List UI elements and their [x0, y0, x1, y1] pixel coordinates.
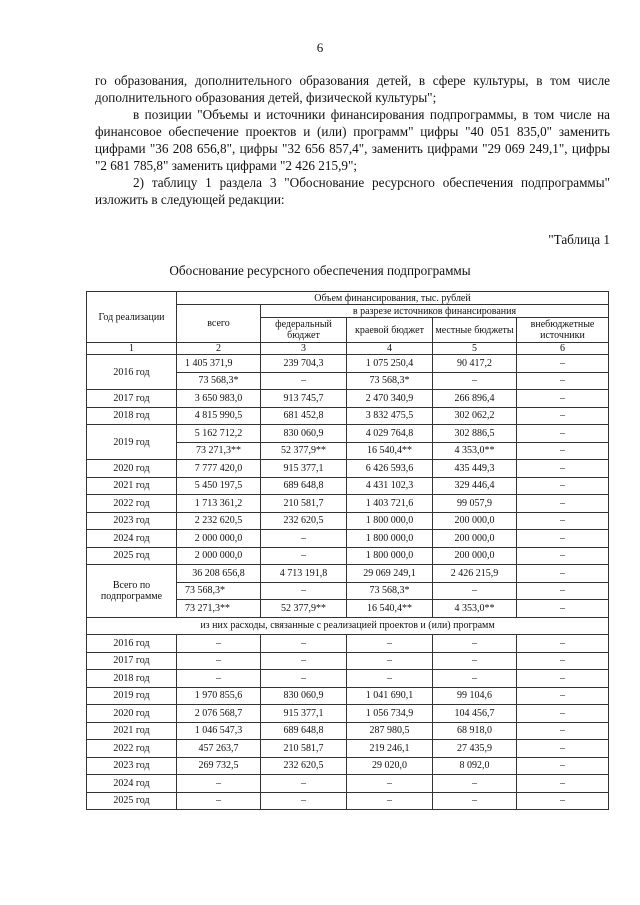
value-cell: – — [347, 670, 433, 688]
value-cell: 435 449,3 — [433, 460, 517, 478]
value-cell: – — [433, 652, 517, 670]
page-number: 6 — [316, 40, 324, 55]
value-cell: – — [517, 670, 609, 688]
value-cell: 7 777 420,0 — [177, 460, 261, 478]
value-cell: 16 540,4** — [347, 442, 433, 460]
value-cell: – — [261, 530, 347, 548]
paragraph-2: в позиции "Объемы и источники финансирования подпрограммы, в том числе на финансовое обеспечение проектов и (или) программ" цифры "40 051 835,0" заменить цифрами "36 208 656,8", цифры "32 656 857,4", заменить цифрами "29 069 249,1", цифры "2 681 785,8" заменить цифрами "2 426 215,9"; — [95, 107, 610, 173]
value-cell: 4 353,0** — [433, 442, 517, 460]
value-cell: 52 377,9** — [261, 600, 347, 618]
value-cell: 5 450 197,5 — [177, 477, 261, 495]
year-cell: 2022 год — [87, 495, 177, 513]
value-cell: 329 446,4 — [433, 477, 517, 495]
value-cell: – — [517, 547, 609, 565]
value-cell: – — [347, 775, 433, 793]
table-row — [87, 705, 609, 723]
table-row — [87, 512, 609, 530]
table-caption: "Таблица 1 — [548, 232, 610, 247]
value-cell: – — [177, 652, 261, 670]
col-num: 6 — [517, 343, 609, 355]
value-cell: 1 713 361,2 — [177, 495, 261, 513]
header-sources: в разрезе источников финансирования — [261, 305, 609, 318]
value-cell: 1 800 000,0 — [347, 547, 433, 565]
value-cell: – — [517, 792, 609, 810]
year-cell: 2024 год — [87, 530, 177, 548]
value-cell: 90 417,2 — [433, 355, 517, 373]
value-cell: – — [433, 635, 517, 653]
table-row — [87, 425, 609, 443]
table-row — [87, 775, 609, 793]
table-row — [87, 565, 609, 583]
value-cell: – — [433, 372, 517, 390]
value-cell: – — [433, 582, 517, 600]
value-cell: – — [517, 740, 609, 758]
year-cell: 2023 год — [87, 757, 177, 775]
year-cell: 2025 год — [87, 792, 177, 810]
col-num: 1 — [87, 343, 177, 355]
value-cell: – — [177, 792, 261, 810]
value-cell: 232 620,5 — [261, 512, 347, 530]
header-extra: внебюджетные источники — [517, 318, 609, 343]
year-cell: 2017 год — [87, 652, 177, 670]
value-cell: – — [517, 372, 609, 390]
value-cell: 681 452,8 — [261, 407, 347, 425]
value-cell: 99 057,9 — [433, 495, 517, 513]
col-num: 3 — [261, 343, 347, 355]
value-cell: – — [347, 652, 433, 670]
value-cell: – — [261, 635, 347, 653]
value-cell: 302 062,2 — [433, 407, 517, 425]
header-year: Год реализации — [87, 292, 177, 343]
paragraph-1: го образования, дополнительного образования детей, в сфере культуры, в том числе дополнительного образования детей, физической культуры"; — [95, 73, 610, 105]
value-cell: 4 815 990,5 — [177, 407, 261, 425]
paragraph-3: 2) таблицу 1 раздела 3 "Обоснование ресурсного обеспечения подпрограммы" изложить в следующей редакции: — [95, 175, 610, 207]
year-cell: 2021 год — [87, 722, 177, 740]
value-cell: 4 713 191,8 — [261, 565, 347, 583]
value-cell: – — [261, 372, 347, 390]
year-cell: 2018 год — [87, 670, 177, 688]
table-row — [87, 530, 609, 548]
value-cell: – — [517, 565, 609, 583]
table-row — [87, 652, 609, 670]
year-cell: 2017 год — [87, 390, 177, 408]
year-cell: 2021 год — [87, 477, 177, 495]
value-cell: – — [433, 792, 517, 810]
body-text — [95, 72, 610, 208]
value-cell: 2 076 568,7 — [177, 705, 261, 723]
value-cell: – — [517, 512, 609, 530]
value-cell: 73 568,3* — [177, 372, 261, 390]
value-cell: – — [517, 757, 609, 775]
value-cell: 1 041 690,1 — [347, 687, 433, 705]
value-cell: 1 056 734,9 — [347, 705, 433, 723]
value-cell: 689 648,8 — [261, 477, 347, 495]
value-cell: – — [517, 390, 609, 408]
year-cell: 2023 год — [87, 512, 177, 530]
value-cell: 6 426 593,6 — [347, 460, 433, 478]
value-cell: 266 896,4 — [433, 390, 517, 408]
financing-table — [86, 291, 609, 810]
table-row — [87, 547, 609, 565]
value-cell: 73 568,3* — [347, 372, 433, 390]
value-cell: – — [517, 425, 609, 443]
value-cell: 200 000,0 — [433, 530, 517, 548]
value-cell: 200 000,0 — [433, 547, 517, 565]
table-row — [87, 687, 609, 705]
header-local: местные бюджеты — [433, 318, 517, 343]
table-row — [87, 477, 609, 495]
value-cell: 104 456,7 — [433, 705, 517, 723]
value-cell: – — [261, 670, 347, 688]
value-cell: – — [261, 547, 347, 565]
value-cell: 1 405 371,9 — [177, 355, 261, 373]
value-cell: 239 704,3 — [261, 355, 347, 373]
value-cell: 1 800 000,0 — [347, 530, 433, 548]
value-cell: – — [517, 600, 609, 618]
value-cell: 29 020,0 — [347, 757, 433, 775]
table-row — [87, 460, 609, 478]
year-cell: 2025 год — [87, 547, 177, 565]
year-cell: 2019 год — [87, 687, 177, 705]
year-cell: 2019 год — [87, 425, 177, 460]
header-federal: федеральный бюджет — [261, 318, 347, 343]
value-cell: 4 431 102,3 — [347, 477, 433, 495]
table-row — [87, 390, 609, 408]
year-cell: 2020 год — [87, 705, 177, 723]
value-cell: 2 000 000,0 — [177, 547, 261, 565]
col-num: 5 — [433, 343, 517, 355]
value-cell: 29 069 249,1 — [347, 565, 433, 583]
value-cell: 73 271,3** — [177, 600, 261, 618]
value-cell: 457 263,7 — [177, 740, 261, 758]
value-cell: 200 000,0 — [433, 512, 517, 530]
value-cell: – — [517, 477, 609, 495]
value-cell: – — [517, 775, 609, 793]
year-cell: 2024 год — [87, 775, 177, 793]
value-cell: 4 353,0** — [433, 600, 517, 618]
value-cell: – — [517, 530, 609, 548]
value-cell: – — [517, 635, 609, 653]
value-cell: – — [261, 582, 347, 600]
value-cell: – — [517, 652, 609, 670]
value-cell: 4 029 764,8 — [347, 425, 433, 443]
table-row — [87, 722, 609, 740]
value-cell: 302 886,5 — [433, 425, 517, 443]
year-cell: Всего по подпрограмме — [87, 565, 177, 618]
value-cell: 27 435,9 — [433, 740, 517, 758]
year-cell: 2018 год — [87, 407, 177, 425]
value-cell: – — [433, 775, 517, 793]
header-regional: краевой бюджет — [347, 318, 433, 343]
value-cell: 830 060,9 — [261, 425, 347, 443]
value-cell: 8 092,0 — [433, 757, 517, 775]
value-cell: 1 970 855,6 — [177, 687, 261, 705]
table-row — [87, 635, 609, 653]
value-cell: – — [517, 355, 609, 373]
table-row — [87, 757, 609, 775]
value-cell: 915 377,1 — [261, 460, 347, 478]
value-cell: 16 540,4** — [347, 600, 433, 618]
value-cell: – — [177, 775, 261, 793]
value-cell: – — [347, 635, 433, 653]
table-row — [87, 495, 609, 513]
value-cell: 36 208 656,8 — [177, 565, 261, 583]
value-cell: – — [517, 687, 609, 705]
value-cell: – — [177, 670, 261, 688]
value-cell: – — [261, 792, 347, 810]
value-cell: 830 060,9 — [261, 687, 347, 705]
year-cell: 2020 год — [87, 460, 177, 478]
value-cell: 2 232 620,5 — [177, 512, 261, 530]
table-row — [87, 670, 609, 688]
value-cell: – — [433, 670, 517, 688]
value-cell: 232 620,5 — [261, 757, 347, 775]
value-cell: 5 162 712,2 — [177, 425, 261, 443]
value-cell: – — [517, 407, 609, 425]
value-cell: 73 568,3* — [177, 582, 261, 600]
value-cell: – — [517, 495, 609, 513]
col-num: 4 — [347, 343, 433, 355]
value-cell: 913 745,7 — [261, 390, 347, 408]
value-cell: – — [517, 460, 609, 478]
value-cell: 1 075 250,4 — [347, 355, 433, 373]
value-cell: 3 832 475,5 — [347, 407, 433, 425]
table-subheader-row — [87, 617, 609, 635]
header-volume: Объем финансирования, тыс. рублей — [177, 292, 609, 305]
value-cell: 52 377,9** — [261, 442, 347, 460]
value-cell: 99 104,6 — [433, 687, 517, 705]
year-cell: 2022 год — [87, 740, 177, 758]
value-cell: 3 650 983,0 — [177, 390, 261, 408]
value-cell: – — [517, 705, 609, 723]
value-cell: 2 426 215,9 — [433, 565, 517, 583]
value-cell: 73 271,3** — [177, 442, 261, 460]
table-title: Обоснование ресурсного обеспечения подпрограммы — [169, 263, 471, 278]
value-cell: – — [517, 722, 609, 740]
value-cell: 68 918,0 — [433, 722, 517, 740]
value-cell: 2 470 340,9 — [347, 390, 433, 408]
value-cell: 210 581,7 — [261, 740, 347, 758]
col-num: 2 — [177, 343, 261, 355]
value-cell: 689 648,8 — [261, 722, 347, 740]
subheader-cell: из них расходы, связанные с реализацией проектов и (или) программ — [87, 617, 609, 635]
value-cell: 210 581,7 — [261, 495, 347, 513]
value-cell: 219 246,1 — [347, 740, 433, 758]
year-cell: 2016 год — [87, 355, 177, 390]
value-cell: 73 568,3* — [347, 582, 433, 600]
value-cell: – — [347, 792, 433, 810]
value-cell: 1 046 547,3 — [177, 722, 261, 740]
value-cell: – — [261, 775, 347, 793]
value-cell: 2 000 000,0 — [177, 530, 261, 548]
value-cell: 1 403 721,6 — [347, 495, 433, 513]
header-total: всего — [177, 305, 261, 343]
table-row — [87, 740, 609, 758]
value-cell: – — [177, 635, 261, 653]
column-numbers-row — [87, 343, 609, 355]
value-cell: 1 800 000,0 — [347, 512, 433, 530]
year-cell: 2016 год — [87, 635, 177, 653]
table-row — [87, 407, 609, 425]
value-cell: – — [517, 442, 609, 460]
value-cell: – — [261, 652, 347, 670]
value-cell: 269 732,5 — [177, 757, 261, 775]
table-row — [87, 355, 609, 373]
value-cell: 287 980,5 — [347, 722, 433, 740]
value-cell: – — [517, 582, 609, 600]
value-cell: 915 377,1 — [261, 705, 347, 723]
table-row — [87, 792, 609, 810]
